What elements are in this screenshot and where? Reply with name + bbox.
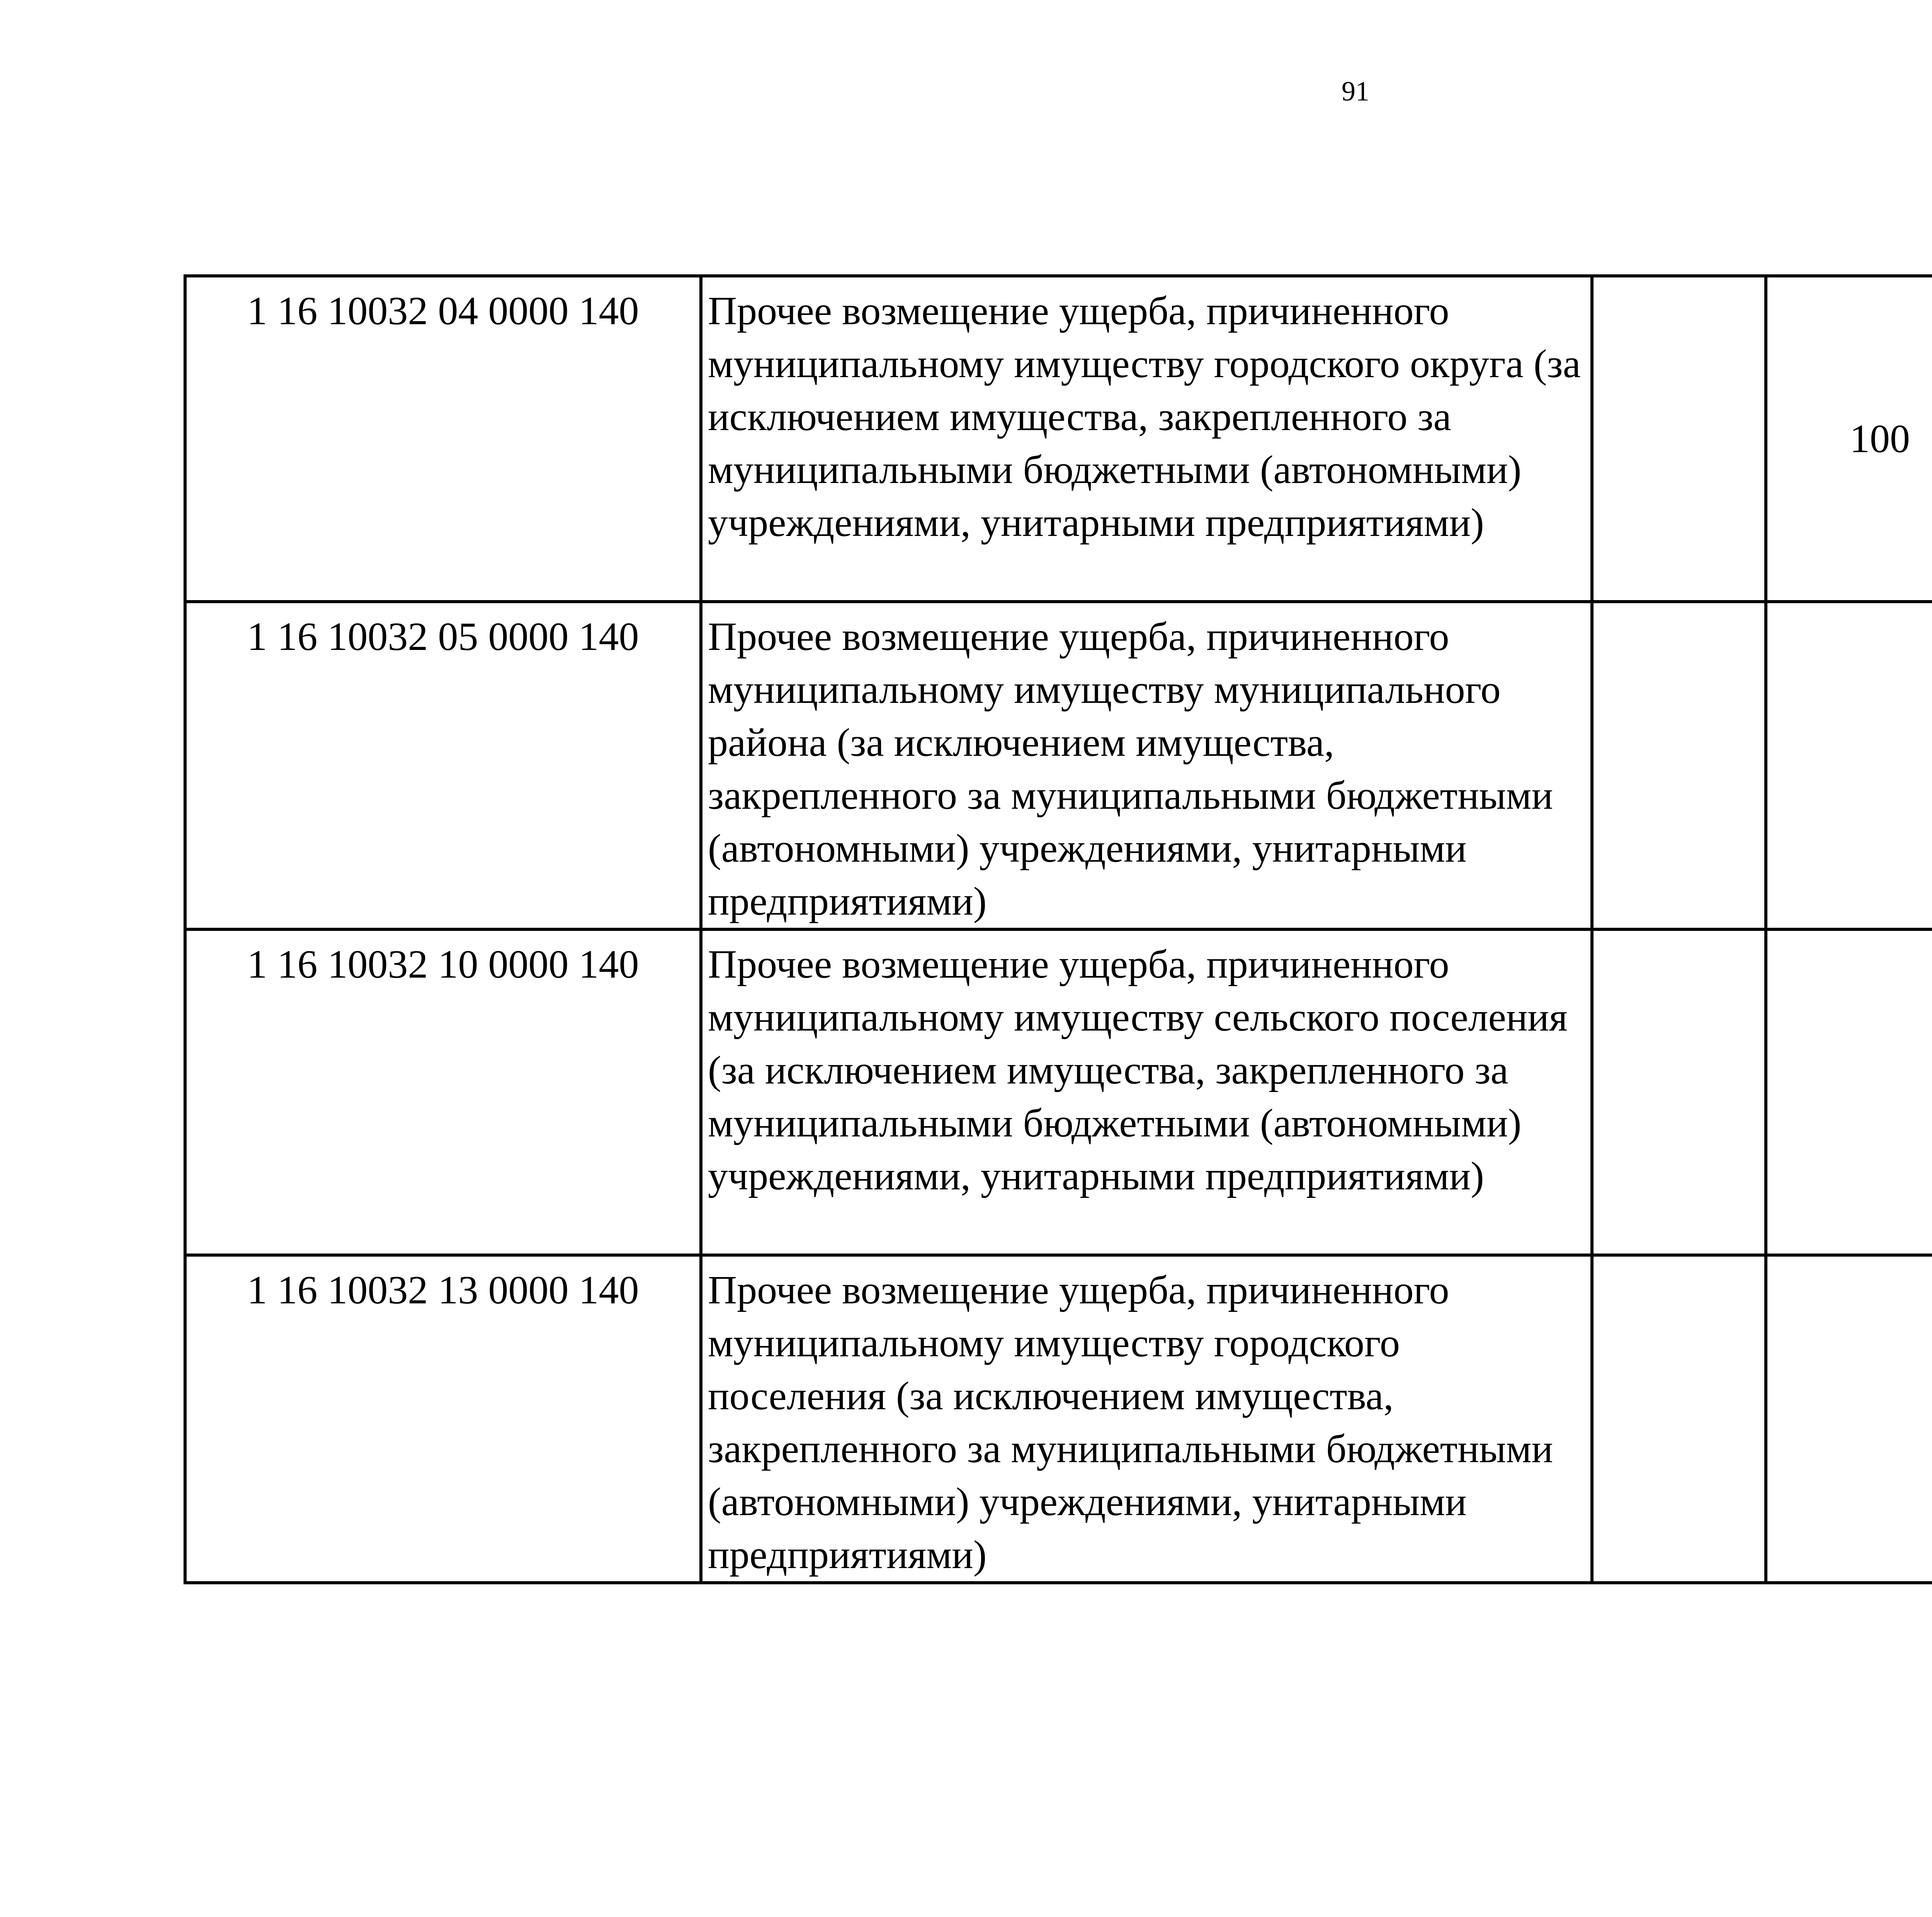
table-row [185,929,1932,1255]
description-cell: Прочее возмещение ущерба, причиненного муниципальному имуществу городского округа (за исключением имущества, закрепленного за муниципальными бюджетными (автономными) учреждениями, унитарными предприятиями) [701,276,1592,602]
description-cell: Прочее возмещение ущерба, причиненного муниципальному имуществу муниципального района (за исключением имущества, закрепленного за муниципальными бюджетными (автономными) учреждениями, унитарными предприятиями) [701,602,1592,929]
budget-code-cell: 1 16 10032 13 0000 140 [185,1255,701,1583]
value-cell [1766,929,1932,1255]
page-number: 91 [1342,76,1369,107]
value-cell: 100 [1766,276,1932,602]
value-cell [1592,1255,1766,1583]
table-row [185,602,1932,929]
table-row [185,276,1932,602]
value-cell [1592,602,1766,929]
budget-code-cell: 1 16 10032 04 0000 140 [185,276,701,602]
description-cell: Прочее возмещение ущерба, причиненного муниципальному имуществу городского поселения (за исключением имущества, закрепленного за муниципальными бюджетными (автономными) учреждениями, унитарными предприятиями) [701,1255,1592,1583]
description-cell: Прочее возмещение ущерба, причиненного муниципальному имуществу сельского поселения (за исключением имущества, закрепленного за муниципальными бюджетными (автономными) учреждениями, унитарными предприятиями) [701,929,1592,1255]
value-cell [1592,929,1766,1255]
budget-code-cell: 1 16 10032 10 0000 140 [185,929,701,1255]
value-cell [1766,1255,1932,1583]
value-cell [1592,276,1766,602]
revenue-distribution-table [184,274,1932,1584]
value-cell [1766,602,1932,929]
budget-code-cell: 1 16 10032 05 0000 140 [185,602,701,929]
table-row [185,1255,1932,1583]
